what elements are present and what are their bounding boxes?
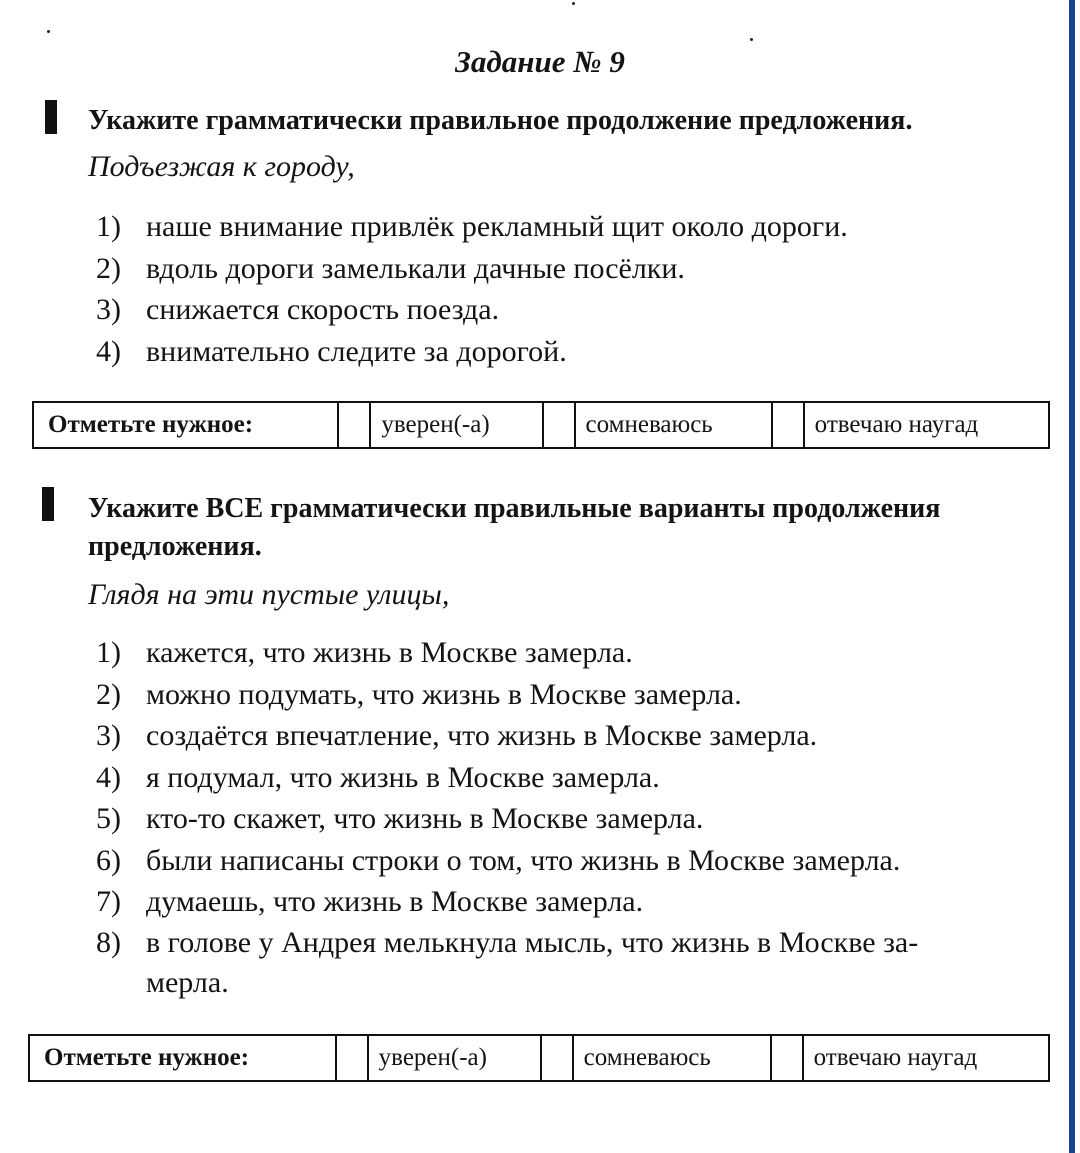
section-marker xyxy=(45,100,57,134)
option-sure: уверен(-а) xyxy=(368,1035,541,1081)
option-guess: отвечаю наугад xyxy=(804,402,1049,448)
sentence-prompt: Глядя на эти пустые улицы, xyxy=(88,578,450,611)
answer-option[interactable]: 1) наше внимание привлёк рекламный щит около дороги. xyxy=(96,210,848,243)
task-title: Задание № 9 xyxy=(455,44,625,79)
confidence-table xyxy=(32,401,1050,449)
instruction-line: предложения. xyxy=(88,531,262,562)
answer-option[interactable]: 2) можно подумать, что жизнь в Москве замерла. xyxy=(96,677,742,711)
scan-speck xyxy=(47,30,50,33)
option-guess: отвечаю наугад xyxy=(803,1035,1049,1081)
checkbox-doubt[interactable] xyxy=(541,1035,573,1081)
scan-speck xyxy=(750,38,753,41)
answer-option[interactable]: 4) внимательно следите за дорогой. xyxy=(96,334,567,368)
confidence-label: Отметьте нужное: xyxy=(33,402,338,448)
checkbox-sure[interactable] xyxy=(338,402,370,448)
answer-option[interactable]: 6) были написаны строки о том, что жизнь в Москве замерла. xyxy=(96,843,901,877)
instruction-line: Укажите ВСЕ грамматически правильные варианты продолжения xyxy=(88,493,941,524)
checkbox-guess[interactable] xyxy=(772,402,804,448)
answer-options xyxy=(96,206,848,372)
answer-option[interactable]: 7) думаешь, что жизнь в Москве замерла. xyxy=(96,885,644,918)
answer-option[interactable]: 4) я подумал, что жизнь в Москве замерла. xyxy=(96,760,660,794)
section-marker xyxy=(42,487,54,521)
confidence-table xyxy=(28,1034,1050,1082)
answer-option[interactable]: 3) снижается скорость поезда. xyxy=(96,293,500,326)
answer-option[interactable]: 5) кто-то скажет, что жизнь в Москве замерла. xyxy=(96,802,704,835)
option-sure: уверен(-а) xyxy=(370,402,542,448)
checkbox-sure[interactable] xyxy=(336,1035,368,1081)
option-doubt: сомневаюсь xyxy=(573,1035,771,1081)
instruction xyxy=(88,490,940,566)
answer-option[interactable]: 8) в голове у Андрея мелькнула мысль, что жизнь в Москве за- мерла. xyxy=(96,925,919,999)
confidence-label: Отметьте нужное: xyxy=(29,1035,336,1081)
sentence-prompt: Подъезжая к городу, xyxy=(88,150,355,183)
scan-speck xyxy=(572,2,575,5)
answer-option[interactable]: 2) вдоль дороги замелькали дачные посёлки. xyxy=(96,251,685,285)
instruction xyxy=(88,102,912,140)
answer-option[interactable]: 1) кажется, что жизнь в Москве замерла. xyxy=(96,636,633,669)
page-edge-rule xyxy=(1069,0,1075,1153)
checkbox-guess[interactable] xyxy=(771,1035,803,1081)
answer-option[interactable]: 3) создаётся впечатление, что жизнь в Москве замерла. xyxy=(96,719,818,752)
checkbox-doubt[interactable] xyxy=(543,402,575,448)
option-doubt: сомневаюсь xyxy=(575,402,772,448)
answer-options xyxy=(96,632,918,1003)
instruction-line: Укажите грамматически правильное продолжение предложения. xyxy=(88,105,913,136)
